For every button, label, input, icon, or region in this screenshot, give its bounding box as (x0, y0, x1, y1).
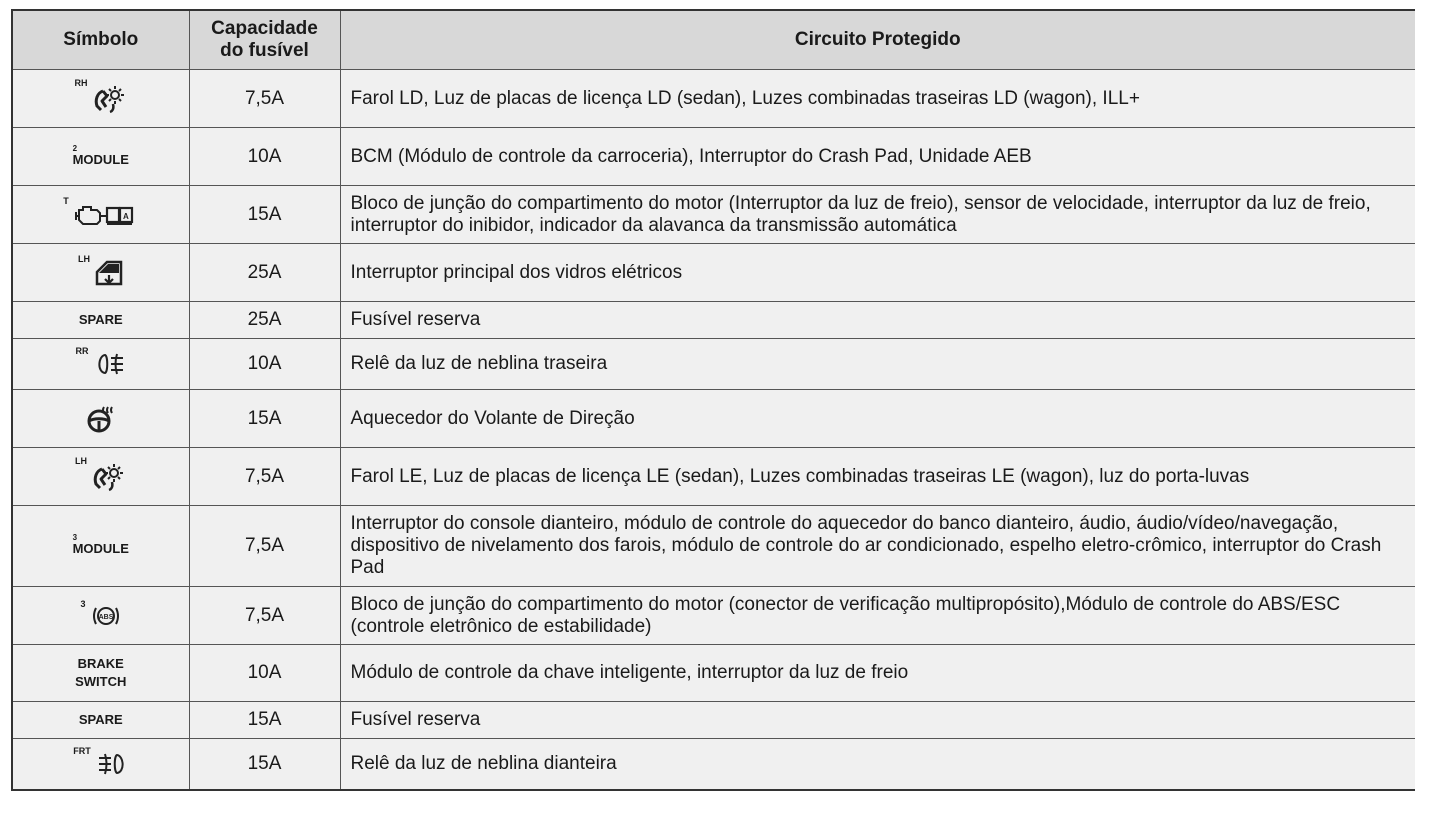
header-symbol: Símbolo (12, 10, 189, 70)
symbol (78, 253, 123, 286)
symbol-sup: LH (75, 455, 88, 466)
table-row (12, 702, 1415, 739)
circuit-cell: Interruptor principal dos vidros elétricos (340, 244, 1415, 302)
header-capacity (189, 10, 340, 70)
symbol-sup: T (63, 195, 69, 206)
symbol (74, 77, 127, 114)
capacity-cell: 7,5A (189, 70, 340, 128)
capacity-cell: 15A (189, 186, 340, 244)
symbol-cell (12, 448, 189, 506)
table-row (12, 587, 1415, 645)
symbol-cell (12, 506, 189, 587)
table-row (12, 186, 1415, 244)
symbol-cell (12, 587, 189, 645)
circuit-cell: Módulo de controle da chave inteligente, interruptor da luz de freio (340, 645, 1415, 702)
capacity-cell: 10A (189, 645, 340, 702)
tail-light-icon (92, 462, 126, 492)
rear-fog-light-icon (94, 352, 126, 376)
capacity-cell: 7,5A (189, 448, 340, 506)
symbol-cell (12, 645, 189, 702)
circuit-cell: Bloco de junção do compartimento do motor (Interruptor da luz de freio), sensor de velocidade, interruptor da luz de freio, interruptor do inibidor, indicador da alavanca da transmissão automática (340, 186, 1415, 244)
symbol-sup: RH (74, 77, 88, 88)
symbol-text: MODULE (72, 151, 129, 167)
table-row (12, 70, 1415, 128)
symbol-sup: LH (78, 253, 91, 264)
symbol (75, 346, 126, 376)
circuit-cell: Farol LD, Luz de placas de licença LD (sedan), Luzes combinadas traseiras LD (wagon), ILL+ (340, 70, 1415, 128)
symbol-sup: 2 (72, 143, 78, 153)
symbol-cell (12, 302, 189, 339)
table-row (12, 390, 1415, 448)
symbol-cell (12, 339, 189, 390)
circuit-cell: Interruptor do console dianteiro, módulo de controle do aquecedor do banco dianteiro, áudio, áudio/vídeo/navegação, dispositivo de nivelamento dos farois, módulo de controle do ar condicionado, espelho eletro-crômico, interruptor do Crash Pad (340, 506, 1415, 587)
svg-text:A: A (123, 211, 129, 221)
table-row (12, 506, 1415, 587)
symbol-text: MODULE (72, 541, 129, 556)
capacity-cell: 7,5A (189, 587, 340, 645)
symbol (63, 195, 138, 228)
front-fog-light-icon (96, 752, 128, 776)
capacity-cell: 7,5A (189, 506, 340, 587)
abs-icon (91, 605, 121, 627)
symbol-cell (12, 702, 189, 739)
table-row (12, 244, 1415, 302)
table-row (12, 645, 1415, 702)
symbol-text2: SWITCH (75, 674, 127, 689)
symbol-cell (12, 739, 189, 791)
header-row (12, 10, 1415, 70)
symbol (80, 598, 121, 627)
capacity-cell: 10A (189, 339, 340, 390)
table-row (12, 302, 1415, 339)
module-label (73, 534, 129, 555)
symbol-sup: 3 (72, 533, 78, 542)
table-row (12, 128, 1415, 186)
symbol-sup: FRT (73, 746, 91, 756)
symbol-cell (12, 244, 189, 302)
abs-text: ABS (98, 613, 114, 621)
circuit-cell: Farol LE, Luz de placas de licença LE (sedan), Luzes combinadas traseiras LE (wagon), luz do porta-luvas (340, 448, 1415, 506)
circuit-cell: Relê da luz de neblina traseira (340, 339, 1415, 390)
circuit-cell: BCM (Módulo de controle da carroceria), Interruptor do Crash Pad, Unidade AEB (340, 128, 1415, 186)
header-capacity-line2: do fusível (220, 40, 309, 61)
header-capacity-line1: Capacidade (211, 18, 318, 39)
symbol-cell (12, 70, 189, 128)
capacity-cell: 15A (189, 702, 340, 739)
fuse-table (11, 9, 1415, 791)
symbol-cell (12, 390, 189, 448)
capacity-cell: 25A (189, 244, 340, 302)
capacity-cell: 25A (189, 302, 340, 339)
spare-label: SPARE (78, 312, 123, 327)
circuit-cell: Aquecedor do Volante de Direção (340, 390, 1415, 448)
heated-steering-wheel-icon (86, 405, 116, 433)
circuit-cell: Relê da luz de neblina dianteira (340, 739, 1415, 791)
circuit-cell: Fusível reserva (340, 702, 1415, 739)
symbol-cell (12, 128, 189, 186)
engine-transmission-icon (74, 202, 138, 228)
capacity-cell: 10A (189, 128, 340, 186)
power-window-icon (95, 260, 123, 286)
circuit-cell: Bloco de junção do compartimento do motor (conector de verificação multipropósito),Módulo de controle do ABS/ESC (controle eletrônico de estabilidade) (340, 587, 1415, 645)
symbol (73, 746, 128, 776)
symbol-sup: 3 (80, 598, 86, 609)
brake-switch-label (75, 656, 126, 689)
capacity-cell: 15A (189, 390, 340, 448)
header-circuit: Circuito Protegido (340, 10, 1415, 70)
module-label (73, 145, 129, 166)
circuit-cell: Fusível reserva (340, 302, 1415, 339)
table-row (12, 339, 1415, 390)
table-row (12, 739, 1415, 791)
symbol-cell (12, 186, 189, 244)
spare-label: SPARE (78, 712, 123, 727)
symbol-sup: RR (75, 346, 89, 356)
table-row (12, 448, 1415, 506)
symbol-text: BRAKE (77, 656, 124, 671)
symbol (75, 455, 126, 492)
capacity-cell: 15A (189, 739, 340, 791)
tail-light-icon (93, 84, 127, 114)
